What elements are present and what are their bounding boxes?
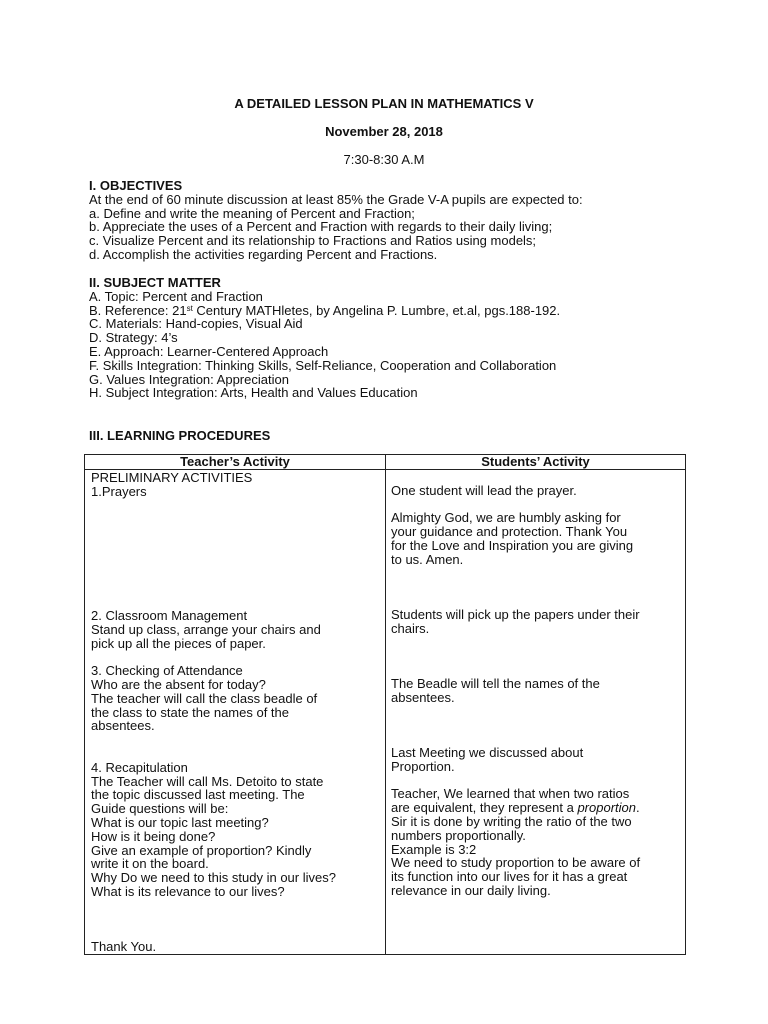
blank-line	[91, 899, 381, 913]
activity-text: The Teacher will call Ms. Detoito to state	[91, 773, 324, 789]
activity-text: 4. Recapitulation	[91, 759, 188, 775]
students-activity-cell	[386, 470, 686, 955]
activity-text: are equivalent, they represent a	[391, 800, 578, 816]
activity-line	[91, 485, 381, 499]
activity-line	[391, 511, 681, 525]
blank-line	[91, 512, 381, 526]
activity-line	[91, 637, 381, 651]
activity-text: 2. Classroom Management	[91, 607, 248, 623]
procedures-heading: III. LEARNING PROCEDURES	[89, 428, 271, 443]
learning-procedures-table	[84, 454, 686, 955]
activity-text: numbers proportionally.	[391, 827, 526, 843]
blank-line	[91, 568, 381, 582]
proportion-emphasis: proportion	[577, 800, 636, 816]
blank-line	[391, 567, 681, 581]
activity-text: Last Meeting we discussed about	[391, 744, 584, 760]
activity-line	[391, 787, 681, 801]
activity-line	[391, 525, 681, 539]
blank-line	[391, 774, 681, 788]
activity-line	[391, 856, 681, 870]
blank-line	[91, 747, 381, 761]
blank-line	[91, 926, 381, 940]
activity-line	[91, 678, 381, 692]
activity-line	[391, 608, 681, 622]
activity-line	[91, 857, 381, 871]
reference-superscript: st	[186, 303, 193, 313]
activity-text: relevance in our daily living.	[391, 882, 551, 898]
activity-line	[91, 885, 381, 899]
document-date: November 28, 2018	[325, 124, 443, 139]
subject-item: H. Subject Integration: Arts, Health and Values Education	[89, 385, 418, 401]
table-row	[85, 470, 686, 955]
blank-line	[391, 718, 681, 732]
activity-text: The Beadle will tell the names of the	[391, 675, 600, 691]
activity-text: What is our topic last meeting?	[91, 814, 269, 830]
activity-line	[91, 761, 381, 775]
activity-text: write it on the board.	[91, 856, 209, 872]
blank-line	[391, 732, 681, 746]
objectives-heading: I. OBJECTIVES	[89, 178, 183, 193]
activity-line	[91, 623, 381, 637]
subject-matter-heading: II. SUBJECT MATTER	[89, 275, 221, 290]
activity-line	[91, 802, 381, 816]
blank-line	[391, 580, 681, 594]
activity-text: the topic discussed last meeting. The	[91, 787, 305, 803]
teacher-activity-lines	[85, 470, 385, 954]
reference-rest: Century MATHletes, by Angelina P. Lumbre, et.al, pgs.188-192.	[192, 302, 561, 318]
blank-line	[91, 499, 381, 513]
activity-text: How is it being done?	[91, 828, 216, 844]
blank-line	[391, 705, 681, 719]
activity-text: Why Do we need to this study in our lives?	[91, 870, 336, 886]
activity-line	[91, 830, 381, 844]
teacher-activity-cell	[85, 470, 386, 955]
objective-item: a. Define and write the meaning of Percent and Fraction;	[89, 205, 415, 221]
activity-line	[91, 664, 381, 678]
teacher-activity-header: Teacher’s Activity	[85, 455, 386, 470]
activity-line	[91, 788, 381, 802]
activity-line	[391, 870, 681, 884]
subject-item: D. Strategy: 4’s	[89, 330, 178, 346]
blank-line	[391, 649, 681, 663]
activity-text: its function into our lives for it has a great	[391, 869, 628, 885]
activity-line	[391, 884, 681, 898]
students-activity-lines	[386, 470, 685, 898]
blank-line	[91, 540, 381, 554]
objectives-section	[89, 179, 729, 262]
activity-text: for the Love and Inspiration you are giving	[391, 537, 634, 553]
activity-line	[91, 816, 381, 830]
objectives-intro: At the end of 60 minute discussion at least 85% the Grade V-A pupils are expected to:	[89, 191, 583, 207]
subject-item: G. Values Integration: Appreciation	[89, 371, 289, 387]
activity-line	[391, 691, 681, 705]
activity-line	[91, 719, 381, 733]
activity-text: PRELIMINARY ACTIVITIES	[91, 470, 253, 485]
subject-topic: A. Topic: Percent and Fraction	[89, 288, 263, 304]
activity-text: The teacher will call the class beadle of	[91, 690, 318, 706]
blank-line	[391, 636, 681, 650]
blank-line	[91, 554, 381, 568]
document-time: 7:30-8:30 A.M	[343, 152, 425, 167]
activity-text: pick up all the pieces of paper.	[91, 635, 266, 651]
blank-line	[91, 581, 381, 595]
activity-text: Thank You.	[91, 939, 157, 955]
proportion-period: .	[636, 800, 640, 816]
activity-text: Proportion.	[391, 758, 455, 774]
subject-reference	[89, 304, 729, 318]
blank-line	[391, 498, 681, 512]
objective-item: b. Appreciate the uses of a Percent and Fraction with regards to their daily living;	[89, 219, 553, 235]
activity-line	[391, 553, 681, 567]
activity-line	[91, 844, 381, 858]
activity-text: Example is 3:2	[391, 841, 477, 857]
activity-line	[391, 815, 681, 829]
activity-line	[91, 871, 381, 885]
subject-item: C. Materials: Hand-copies, Visual Aid	[89, 316, 303, 332]
activity-line	[91, 775, 381, 789]
blank-line	[91, 733, 381, 747]
activity-text: One student will lead the prayer.	[391, 482, 577, 498]
subject-item: E. Approach: Learner-Centered Approach	[89, 343, 329, 359]
activity-text: Stand up class, arrange your chairs and	[91, 621, 321, 637]
blank-line	[391, 470, 681, 484]
activity-line	[391, 746, 681, 760]
activity-line	[391, 829, 681, 843]
activity-line	[391, 622, 681, 636]
activity-text: the class to state the names of the	[91, 704, 290, 720]
activity-line	[391, 843, 681, 857]
activity-text: to us. Amen.	[391, 551, 464, 567]
activity-text: We need to study proportion to be aware of	[391, 855, 641, 871]
activity-line	[91, 471, 381, 485]
blank-line	[91, 650, 381, 664]
activity-text: absentees.	[391, 689, 455, 705]
students-activity-header: Students’ Activity	[386, 455, 686, 470]
reference-prefix: B. Reference: 21	[89, 302, 187, 318]
blank-line	[91, 595, 381, 609]
activity-line	[391, 539, 681, 553]
document-title: A DETAILED LESSON PLAN IN MATHEMATICS V	[234, 96, 534, 111]
blank-line	[391, 663, 681, 677]
activity-text: absentees.	[91, 718, 155, 734]
activity-line	[91, 692, 381, 706]
subject-matter-section	[89, 276, 729, 400]
activity-text: 3. Checking of Attendance	[91, 663, 243, 679]
activity-text: Guide questions will be:	[91, 801, 229, 817]
blank-line	[91, 526, 381, 540]
activity-line	[391, 484, 681, 498]
subject-item: F. Skills Integration: Thinking Skills, Self-Reliance, Cooperation and Collaboration	[89, 357, 557, 373]
activity-text: What is its relevance to our lives?	[91, 883, 285, 899]
activity-text: chairs.	[391, 620, 430, 636]
activity-text: Almighty God, we are humbly asking for	[391, 510, 621, 526]
blank-line	[391, 594, 681, 608]
activity-line	[391, 760, 681, 774]
activity-text: Give an example of proportion? Kindly	[91, 842, 312, 858]
activity-text: Sir it is done by writing the ratio of the two	[391, 813, 632, 829]
activity-text: Teacher, We learned that when two ratios	[391, 786, 630, 802]
activity-text: your guidance and protection. Thank You	[391, 524, 628, 540]
activity-text: 1.Prayers	[91, 483, 147, 499]
activity-text: Students will pick up the papers under their	[391, 606, 640, 622]
activity-line	[391, 801, 681, 815]
activity-line	[391, 677, 681, 691]
activity-line	[91, 609, 381, 623]
table-header-row	[85, 455, 686, 470]
activity-line	[91, 706, 381, 720]
activity-line	[91, 940, 381, 954]
objective-item: d. Accomplish the activities regarding Percent and Fractions.	[89, 246, 438, 262]
blank-line	[91, 913, 381, 927]
activity-text: Who are the absent for today?	[91, 676, 266, 692]
objective-item: c. Visualize Percent and its relationship to Fractions and Ratios using models;	[89, 233, 537, 249]
